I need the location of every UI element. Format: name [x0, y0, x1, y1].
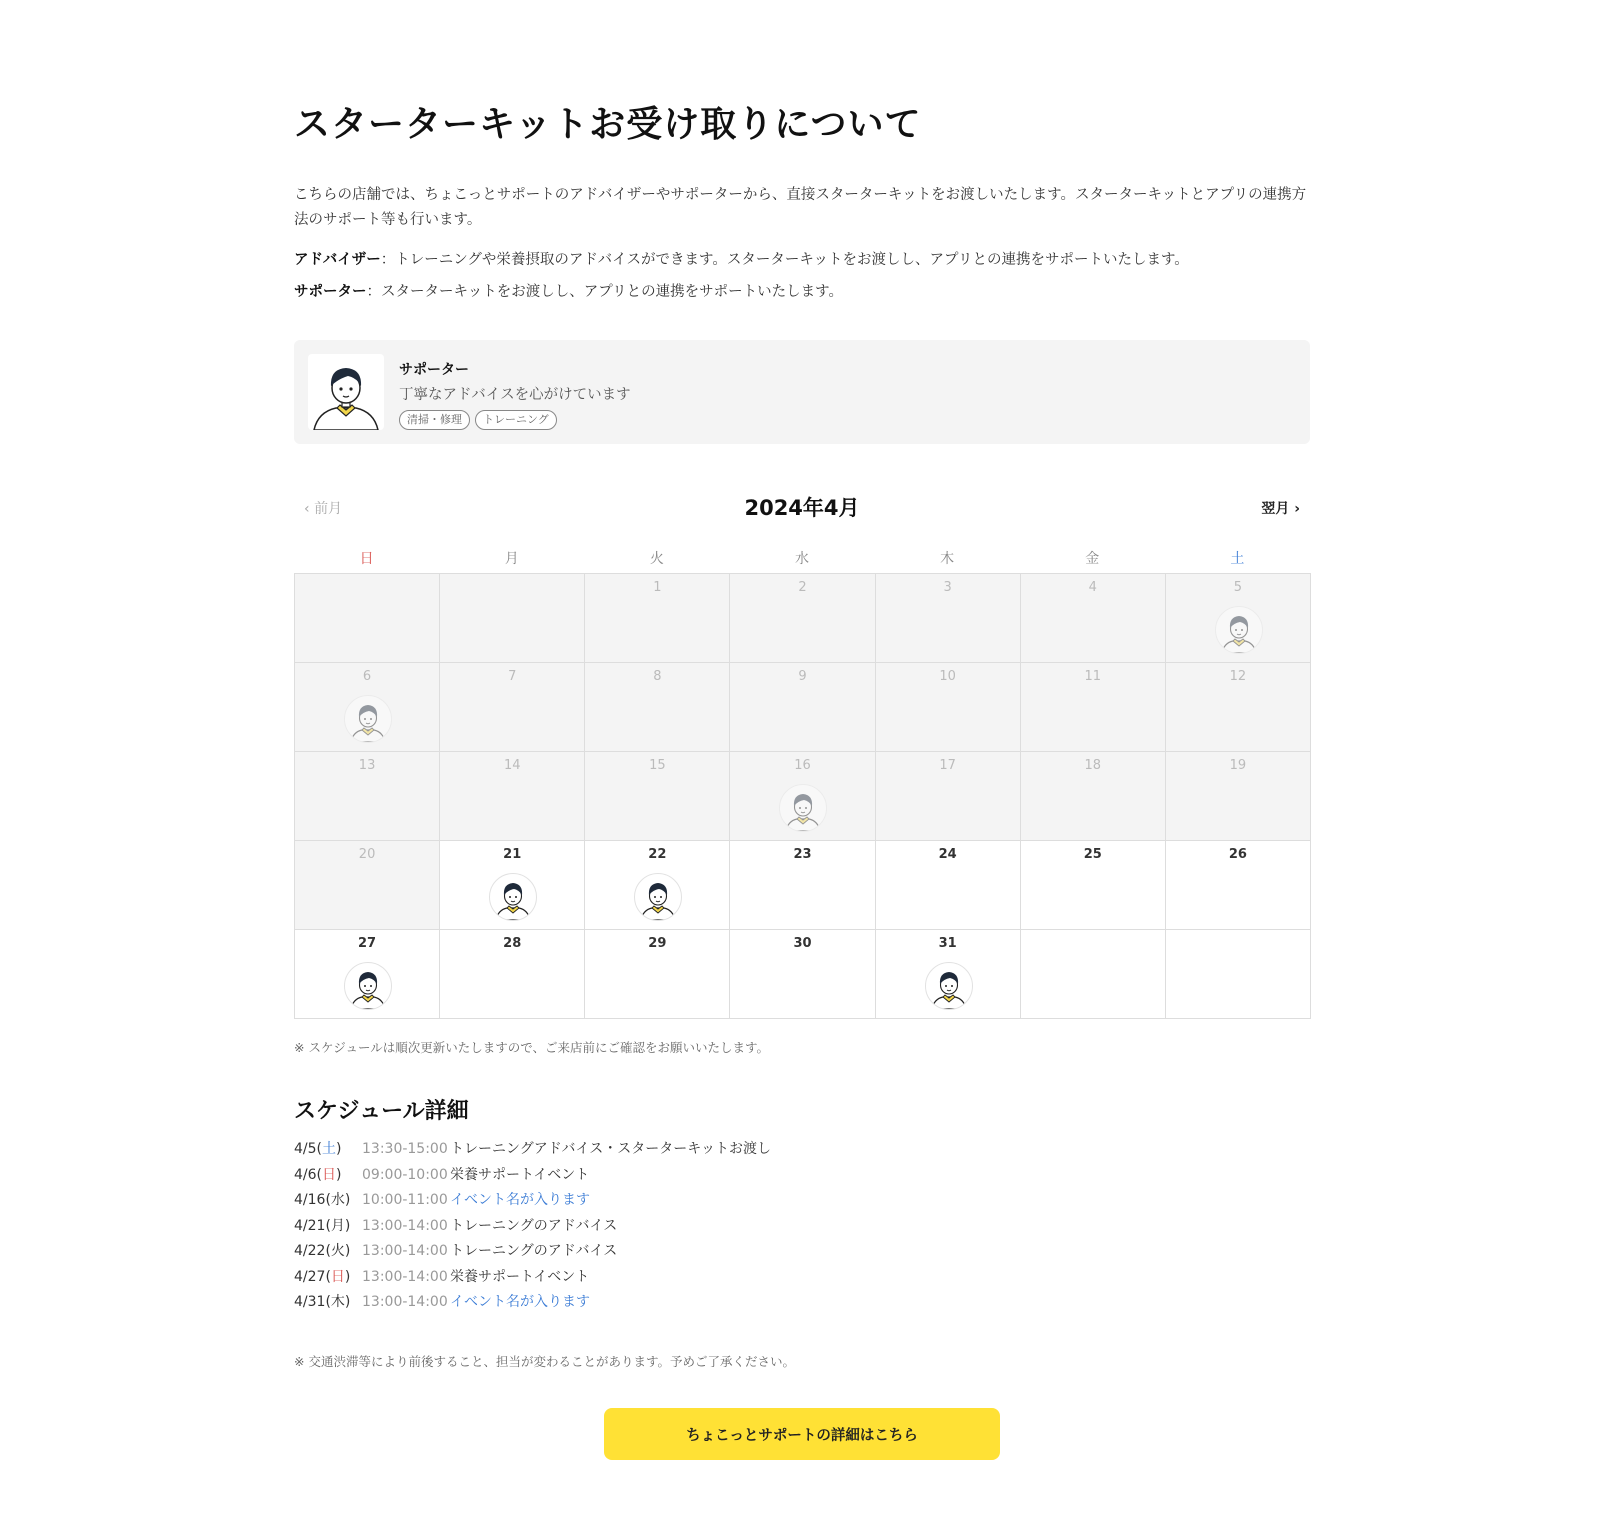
date-suffix: ) [344, 1217, 351, 1234]
weekday-tue: 火 [649, 551, 664, 567]
date-suffix: ) [336, 1141, 342, 1157]
calendar-day-cell[interactable] [730, 841, 875, 930]
schedule-date [294, 1138, 362, 1158]
schedule-list [294, 1138, 771, 1317]
staff-role-name: サポーター [399, 362, 469, 378]
schedule-event-link[interactable]: イベント名が入ります [450, 1192, 590, 1208]
schedule-row [294, 1240, 771, 1266]
calendar-day-cell[interactable] [295, 752, 440, 841]
schedule-date [294, 1189, 362, 1209]
schedule-date [294, 1240, 362, 1260]
day-number: 20 [358, 847, 376, 862]
schedule-date [294, 1291, 362, 1311]
advisor-label: アドバイザー [294, 252, 381, 268]
calendar-day-cell[interactable] [730, 663, 875, 752]
supporter-text: ：スターターキットをお渡しし、アプリとの連携をサポートいたします。 [366, 284, 843, 300]
tag-cleaning: 清掃・修理 [399, 410, 470, 430]
day-number: 22 [648, 847, 667, 862]
chevron-right-icon: › [1289, 501, 1300, 517]
day-number: 23 [793, 847, 812, 862]
calendar-note: ※ スケジュールは順次更新いたしますので、ご来店前にご確認をお願いいたします。 [294, 1040, 769, 1055]
intro-text: こちらの店舗では、ちょこっとサポートのアドバイザーやサポーターから、直接スターターキットをお渡しいたします。スターターキットとアプリの連携方法のサポート等も行います。 [294, 187, 1307, 228]
date-weekday: 月 [330, 1217, 345, 1234]
day-number: 14 [503, 758, 521, 773]
schedule-time: 13:30-15:00 [362, 1141, 448, 1157]
advisor-text: ：トレーニングや栄養摂取のアドバイスができます。スターターキットをお渡しし、アプリとの連携をサポートいたします。 [380, 252, 1189, 268]
calendar-day-cell[interactable] [440, 930, 585, 1019]
date-weekday: 日 [322, 1166, 336, 1183]
calendar-empty-cell [440, 574, 585, 663]
weekday-thu: 木 [940, 551, 955, 567]
date-prefix: 4/22( [294, 1243, 331, 1259]
schedule-title: スケジュール詳細 [294, 1099, 469, 1124]
schedule-date [294, 1164, 362, 1184]
calendar-day-cell[interactable] [295, 663, 440, 752]
page-title: スターターキットお受け取りについて [294, 104, 922, 145]
schedule-time: 13:00-14:00 [362, 1243, 448, 1259]
schedule-time: 13:00-14:00 [362, 1294, 448, 1310]
day-number: 16 [794, 758, 811, 773]
person-avatar-icon [925, 962, 973, 1010]
details-button[interactable]: ちょこっとサポートの詳細はこちら [604, 1408, 1000, 1460]
date-prefix: 4/21( [294, 1217, 331, 1234]
date-weekday: 日 [330, 1268, 345, 1285]
schedule-note: ※ 交通渋滞等により前後すること、担当が変わることがあります。予めご了承ください。 [294, 1354, 795, 1369]
schedule-event: 栄養サポートイベント [450, 1166, 590, 1183]
calendar-day-cell[interactable] [585, 752, 730, 841]
day-number: 29 [648, 936, 667, 951]
schedule-date [294, 1215, 362, 1235]
calendar-day-cell[interactable] [1021, 752, 1166, 841]
date-weekday: 土 [322, 1141, 336, 1157]
person-avatar-icon [634, 873, 682, 921]
day-number: 17 [939, 758, 956, 773]
day-number: 26 [1228, 847, 1247, 862]
calendar-day-cell[interactable] [440, 752, 585, 841]
calendar-day-cell[interactable] [585, 841, 730, 930]
staff-profile-card [294, 340, 1310, 444]
calendar-day-cell[interactable] [1021, 663, 1166, 752]
calendar-day-cell[interactable] [876, 574, 1021, 663]
day-number: 9 [798, 669, 807, 684]
supporter-label: サポーター [294, 284, 367, 300]
date-weekday: 水 [330, 1192, 345, 1208]
calendar-empty-cell [295, 574, 440, 663]
supporter-description [294, 280, 843, 301]
schedule-row [294, 1189, 771, 1215]
calendar-day-cell[interactable] [1166, 841, 1311, 930]
weekday-sat: 土 [1230, 551, 1245, 567]
calendar-day-cell[interactable] [440, 841, 585, 930]
date-suffix: ) [336, 1166, 342, 1183]
person-avatar-icon [344, 962, 392, 1010]
schedule-time: 10:00-11:00 [362, 1192, 448, 1208]
chevron-left-icon: ‹ [304, 501, 315, 517]
calendar-empty-cell [1166, 930, 1311, 1019]
day-number: 3 [943, 580, 952, 595]
date-weekday: 木 [330, 1294, 345, 1310]
month-title: 2024年4月 [744, 496, 860, 520]
next-month-label: 翌月 [1261, 501, 1290, 517]
person-avatar-icon [779, 784, 827, 832]
day-number: 13 [358, 758, 376, 773]
day-number: 31 [938, 936, 957, 951]
calendar-empty-cell [1021, 930, 1166, 1019]
date-prefix: 4/6( [294, 1166, 322, 1183]
day-number: 18 [1084, 758, 1102, 773]
day-number: 25 [1083, 847, 1102, 862]
day-number: 2 [798, 580, 807, 595]
weekday-fri: 金 [1085, 551, 1100, 567]
weekday-wed: 水 [794, 551, 809, 567]
person-avatar-icon [308, 354, 384, 430]
schedule-event: トレーニングのアドバイス [450, 1217, 618, 1234]
schedule-event: 栄養サポートイベント [450, 1268, 590, 1285]
day-number: 30 [793, 936, 812, 951]
day-number: 27 [358, 936, 377, 951]
calendar-day-cell[interactable] [585, 574, 730, 663]
calendar-day-cell[interactable] [1021, 841, 1166, 930]
weekday-header [294, 548, 1310, 568]
calendar-day-cell[interactable] [585, 930, 730, 1019]
date-weekday: 火 [330, 1243, 345, 1259]
day-number: 24 [938, 847, 957, 862]
schedule-time: 13:00-14:00 [362, 1268, 448, 1285]
tag-training: トレーニング [475, 410, 557, 430]
day-number: 28 [503, 936, 522, 951]
schedule-row [294, 1138, 771, 1164]
calendar-day-cell[interactable] [1166, 752, 1311, 841]
calendar-day-cell[interactable] [876, 752, 1021, 841]
calendar-day-cell[interactable] [295, 930, 440, 1019]
day-number: 4 [1088, 580, 1097, 595]
date-suffix: ) [344, 1192, 351, 1208]
calendar-day-cell[interactable] [730, 574, 875, 663]
calendar-grid [294, 573, 1311, 1019]
schedule-event: トレーニングのアドバイス [450, 1243, 618, 1259]
person-avatar-icon [489, 873, 537, 921]
calendar-day-cell[interactable] [1166, 663, 1311, 752]
schedule-event: トレーニングアドバイス・スターターキットお渡し [450, 1141, 772, 1157]
weekday-mon: 月 [504, 551, 519, 567]
schedule-time: 13:00-14:00 [362, 1217, 448, 1234]
calendar-day-cell[interactable] [585, 663, 730, 752]
date-suffix: ) [344, 1268, 351, 1285]
calendar-day-cell[interactable] [730, 752, 875, 841]
date-suffix: ) [344, 1243, 351, 1259]
day-number: 1 [653, 580, 662, 595]
day-number: 5 [1233, 580, 1243, 595]
calendar-day-cell[interactable] [876, 930, 1021, 1019]
next-month-link[interactable] [1261, 498, 1300, 518]
calendar-day-cell[interactable] [876, 841, 1021, 930]
staff-description: 丁寧なアドバイスを心がけています [399, 387, 631, 403]
prev-month-label: 前月 [314, 501, 343, 517]
calendar-day-cell[interactable] [1166, 574, 1311, 663]
day-number: 10 [939, 669, 956, 684]
schedule-row [294, 1215, 771, 1241]
calendar-day-cell[interactable] [730, 930, 875, 1019]
person-avatar-icon [344, 695, 392, 743]
calendar-day-cell[interactable] [876, 663, 1021, 752]
calendar-navigation [294, 492, 1310, 522]
schedule-row [294, 1291, 771, 1317]
schedule-time: 09:00-10:00 [362, 1166, 448, 1183]
day-number: 21 [503, 847, 522, 862]
date-prefix: 4/27( [294, 1268, 331, 1285]
day-number: 8 [653, 669, 662, 684]
date-prefix: 4/16( [294, 1192, 331, 1208]
day-number: 6 [362, 669, 372, 684]
advisor-description [294, 248, 1189, 269]
day-number: 11 [1084, 669, 1102, 684]
weekday-sun: 日 [359, 551, 374, 567]
day-number: 15 [649, 758, 666, 773]
schedule-event-link[interactable]: イベント名が入ります [450, 1294, 590, 1310]
schedule-date [294, 1266, 362, 1286]
calendar-day-cell[interactable] [440, 663, 585, 752]
person-avatar-icon [1215, 606, 1263, 654]
calendar-day-cell[interactable] [295, 841, 440, 930]
schedule-row [294, 1164, 771, 1190]
day-number: 19 [1229, 758, 1247, 773]
date-prefix: 4/31( [294, 1294, 331, 1310]
date-prefix: 4/5( [294, 1141, 322, 1157]
day-number: 12 [1229, 669, 1247, 684]
schedule-row [294, 1266, 771, 1292]
date-suffix: ) [344, 1294, 351, 1310]
day-number: 7 [508, 669, 517, 684]
calendar-day-cell[interactable] [1021, 574, 1166, 663]
staff-tags [399, 410, 557, 430]
